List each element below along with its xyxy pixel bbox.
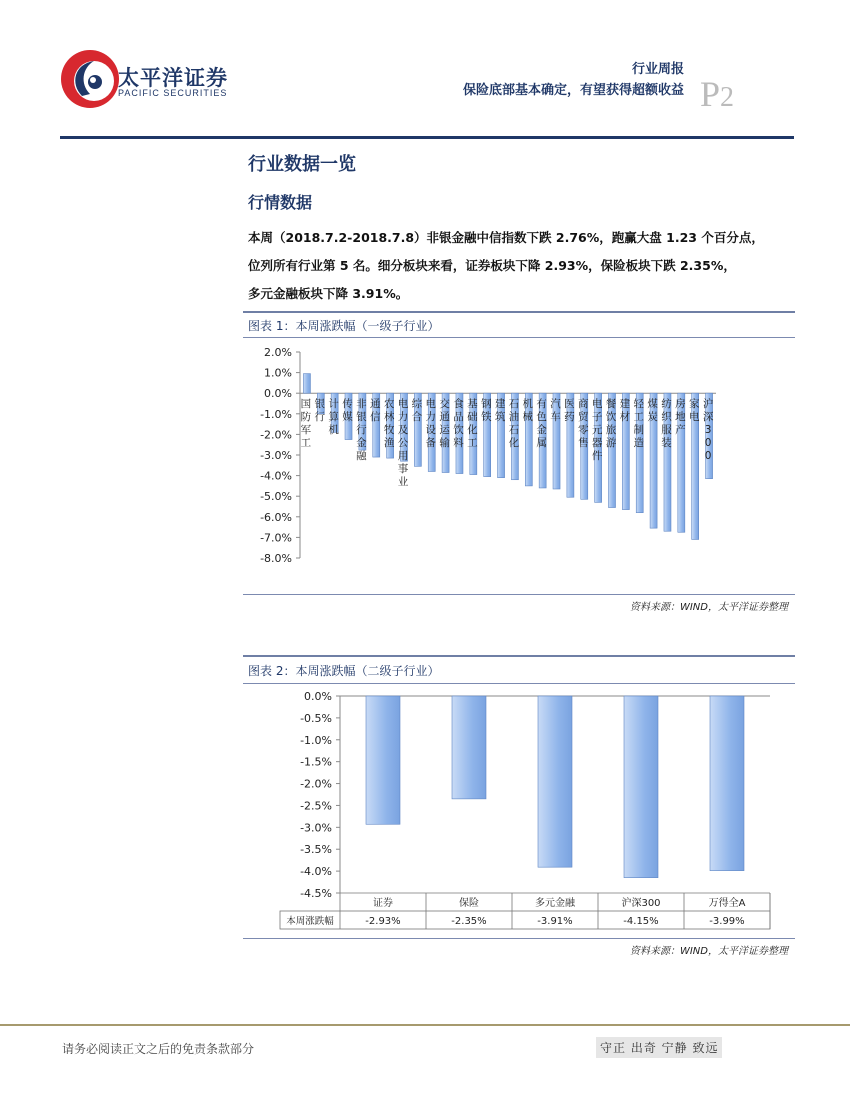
y-tick-label: -8.0% bbox=[260, 552, 292, 565]
category-label: 房地产 bbox=[675, 398, 686, 437]
company-name: 太平洋证券 bbox=[118, 66, 228, 90]
category-label: 纺织服装 bbox=[661, 398, 672, 450]
category-label: 煤炭 bbox=[647, 398, 658, 424]
category-label: 非银行金融 bbox=[356, 398, 367, 463]
category-label: 餐饮旅游 bbox=[605, 398, 617, 450]
figure1-title: 图表 1：本周涨跌幅（一级子行业） bbox=[248, 319, 440, 333]
figure2-title-rule bbox=[243, 683, 795, 684]
y-tick-label: -1.0% bbox=[300, 733, 332, 747]
figure1-source: 资料来源：WIND，太平洋证券整理 bbox=[629, 602, 788, 613]
category-label: 国防军工 bbox=[300, 398, 312, 450]
header-divider bbox=[60, 136, 794, 139]
figure2-source: 资料来源：WIND，太平洋证券整理 bbox=[629, 946, 788, 957]
series-label: 本周涨跌幅 bbox=[286, 916, 334, 927]
data-table-row bbox=[280, 911, 770, 929]
category-label: 轻工制造 bbox=[633, 398, 644, 450]
category-label: 保险 bbox=[459, 898, 479, 909]
y-tick-label: -2.0% bbox=[260, 428, 292, 442]
y-tick-label: -3.0% bbox=[300, 821, 332, 835]
company-name-english: PACIFIC SECURITIES bbox=[118, 88, 228, 98]
footer-disclaimer: 请务必阅读正文之后的免责条款部分 bbox=[62, 1042, 255, 1056]
category-label: 通信 bbox=[370, 398, 381, 424]
figure2-top-rule bbox=[243, 655, 795, 657]
category-label: 基础化工 bbox=[467, 398, 478, 450]
page-digit: 2 bbox=[720, 82, 735, 113]
bar bbox=[303, 374, 310, 394]
category-label: 石油石化 bbox=[508, 398, 520, 450]
page-number bbox=[700, 76, 734, 116]
y-tick-label: -4.0% bbox=[260, 469, 292, 483]
category-label: 食品饮料 bbox=[453, 398, 464, 450]
bar bbox=[452, 696, 486, 799]
section-heading: 行业数据一览 bbox=[248, 154, 356, 175]
bar bbox=[624, 696, 658, 878]
data-label: -2.93% bbox=[365, 916, 401, 927]
report-title: 保险底部基本确定，有望获得超额收益 bbox=[462, 83, 684, 98]
category-label: 建材 bbox=[619, 398, 631, 424]
y-tick-label: -3.5% bbox=[300, 843, 332, 857]
y-tick-label: -2.0% bbox=[300, 777, 332, 791]
category-label: 证券 bbox=[373, 898, 393, 909]
category-label: 医药 bbox=[564, 398, 575, 424]
section-subheading: 行情数据 bbox=[248, 193, 313, 212]
bar bbox=[538, 696, 572, 867]
category-label: 传媒 bbox=[342, 398, 353, 424]
data-label: -4.15% bbox=[623, 916, 659, 927]
y-tick-label: 0.0% bbox=[304, 690, 332, 703]
category-label: 电子元器件 bbox=[591, 398, 603, 463]
footer-divider bbox=[0, 1024, 850, 1026]
y-tick-label: 2.0% bbox=[264, 346, 292, 359]
figure1-top-rule bbox=[243, 311, 795, 313]
summary-paragraph bbox=[248, 224, 794, 308]
y-tick-label: -2.5% bbox=[300, 799, 332, 813]
category-label: 机械 bbox=[522, 398, 534, 424]
category-label: 沪深 3 0 0 bbox=[702, 398, 714, 463]
figure2-title: 图表 2：本周涨跌幅（二级子行业） bbox=[248, 664, 440, 678]
footer-motto: 守正 出奇 宁静 致远 bbox=[596, 1037, 722, 1058]
category-label: 商贸零售 bbox=[578, 398, 589, 450]
figure1-bottom-rule bbox=[243, 594, 795, 595]
figure1-title-rule bbox=[243, 337, 795, 338]
category-label: 银行 bbox=[314, 398, 326, 424]
category-label: 建筑 bbox=[494, 398, 506, 424]
y-tick-label: -1.0% bbox=[260, 407, 292, 421]
y-tick-label: -6.0% bbox=[260, 510, 292, 524]
data-label: -3.91% bbox=[537, 916, 573, 927]
y-tick-label: -0.5% bbox=[300, 711, 332, 725]
bar bbox=[710, 696, 744, 871]
paragraph-line: 位列所有行业第 5 名。细分板块来看，证券板块下降 2.93%，保险板块下跌 2.35%， bbox=[248, 258, 736, 273]
y-tick-label: -4.5% bbox=[300, 887, 332, 900]
category-label: 有色金属 bbox=[536, 398, 547, 450]
category-label: 多元金融 bbox=[535, 898, 575, 909]
category-label: 交通运输 bbox=[439, 398, 450, 450]
category-label: 电力及公用事业 bbox=[397, 398, 409, 489]
category-label: 钢铁 bbox=[480, 398, 492, 424]
y-tick-label: -1.5% bbox=[300, 755, 332, 769]
report-type: 行业周报 bbox=[631, 62, 684, 77]
category-label: 综合 bbox=[411, 398, 423, 424]
category-label: 电力设备 bbox=[425, 398, 436, 450]
y-tick-label: 1.0% bbox=[264, 366, 292, 380]
y-tick-label: -3.0% bbox=[260, 449, 292, 462]
paragraph-line: 本周（2018.7.2-2018.7.8）非银金融中信指数下跌 2.76%，跑赢大盘 1.23 个百分点， bbox=[248, 230, 764, 245]
y-tick-label: 0.0% bbox=[264, 387, 292, 401]
bar bbox=[366, 696, 400, 824]
category-label: 农林牧渔 bbox=[383, 398, 395, 450]
page-letter: P bbox=[700, 74, 721, 114]
data-label: -3.99% bbox=[709, 916, 745, 927]
figure2-chart bbox=[244, 686, 794, 936]
figure2-bottom-rule bbox=[243, 938, 795, 939]
figure1-chart bbox=[244, 340, 794, 572]
data-label: -2.35% bbox=[451, 916, 487, 927]
category-label: 沪深300 bbox=[621, 898, 661, 909]
category-label: 汽车 bbox=[550, 398, 561, 424]
y-tick-label: -5.0% bbox=[260, 490, 292, 504]
category-label: 计算机 bbox=[328, 398, 339, 437]
paragraph-line: 多元金融板块下降 3.91%。 bbox=[248, 286, 409, 301]
category-label: 万得全A bbox=[708, 898, 746, 909]
y-tick-label: -4.0% bbox=[300, 865, 332, 879]
category-label: 家电 bbox=[688, 398, 700, 424]
y-tick-label: -7.0% bbox=[260, 531, 292, 545]
